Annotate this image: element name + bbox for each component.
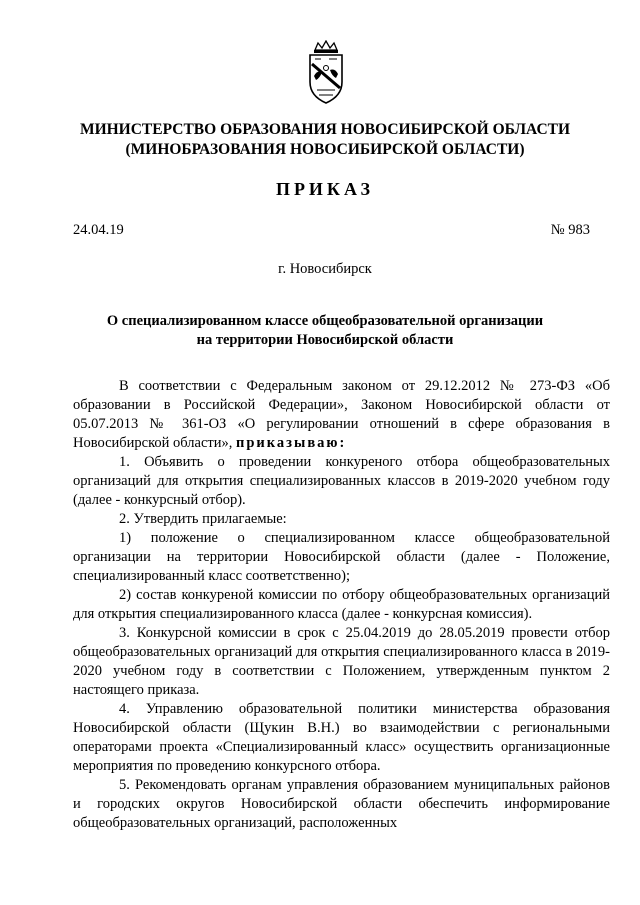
paragraph-4: 4. Управлению образовательной политики министерства образования Новосибирской области (Щукин В.Н.) во взаимодействии с региональными операторами проекта «Специализированный класс» осуществить организационные мероприятия по проведению конкурсного отбора. bbox=[73, 701, 610, 774]
paragraph-2-2: 2) состав конкуреной комиссии по отбору общеобразовательных организаций для открытия специализированного класса (далее - конкурсная комиссия). bbox=[73, 587, 610, 622]
order-date: 24.04.19 bbox=[73, 222, 124, 238]
order-title: ПРИКАЗ bbox=[275, 179, 375, 199]
paragraph-3: 3. Конкурсной комиссии в срок с 25.04.2019 до 28.05.2019 провести отбор общеобразовательных организаций для открытия специализированного класса в 2019-2020 учебном году в соответствии с Положением, утвержденным пунктом 2 настоящего приказа. bbox=[73, 625, 610, 698]
paragraph-2: 2. Утвердить прилагаемые: bbox=[119, 511, 287, 527]
ministry-name bbox=[60, 120, 590, 160]
order-subject-line2: на территории Новосибирской области bbox=[196, 332, 454, 348]
intro-text: В соответствии с Федеральным законом от 29.12.2012 № 273-ФЗ «Об образовании в Российской Федерации», Законом Новосибирской области от 05.07.2013 № 361-ОЗ «О регулировании отношений в сфере образования в Новосибирской области», bbox=[73, 378, 610, 451]
paragraph-5: 5. Рекомендовать органам управления образованием муниципальных районов и городских округов Новосибирской области обеспечить информирование общеобразовательных организаций, расположенных bbox=[73, 777, 610, 831]
paragraph-2-1: 1) положение о специализированном классе общеобразовательной организации на территории Новосибирской области (далее - Положение, специализированный класс соответственно); bbox=[73, 530, 610, 584]
ministry-name-line1: МИНИСТЕРСТВО ОБРАЗОВАНИЯ НОВОСИБИРСКОЙ ОБЛАСТИ bbox=[79, 121, 571, 138]
intro-command: приказываю: bbox=[236, 435, 347, 451]
order-body bbox=[73, 377, 610, 833]
intro-paragraph bbox=[73, 377, 610, 453]
city: г. Новосибирск bbox=[278, 261, 372, 277]
order-subject bbox=[60, 312, 590, 350]
ministry-name-line2: (МИНОБРАЗОВАНИЯ НОВОСИБИРСКОЙ ОБЛАСТИ) bbox=[125, 141, 525, 158]
paragraph-1: 1. Объявить о проведении конкуреного отбора общеобразовательных организаций для открытия специализированных классов в 2019-2020 учебном году (далее - конкурсный отбор). bbox=[73, 454, 610, 508]
order-number: № 983 bbox=[550, 222, 590, 238]
novosibirsk-coat-of-arms-icon bbox=[303, 40, 349, 106]
order-subject-line1: О специализированном классе общеобразовательной организации bbox=[106, 313, 544, 329]
